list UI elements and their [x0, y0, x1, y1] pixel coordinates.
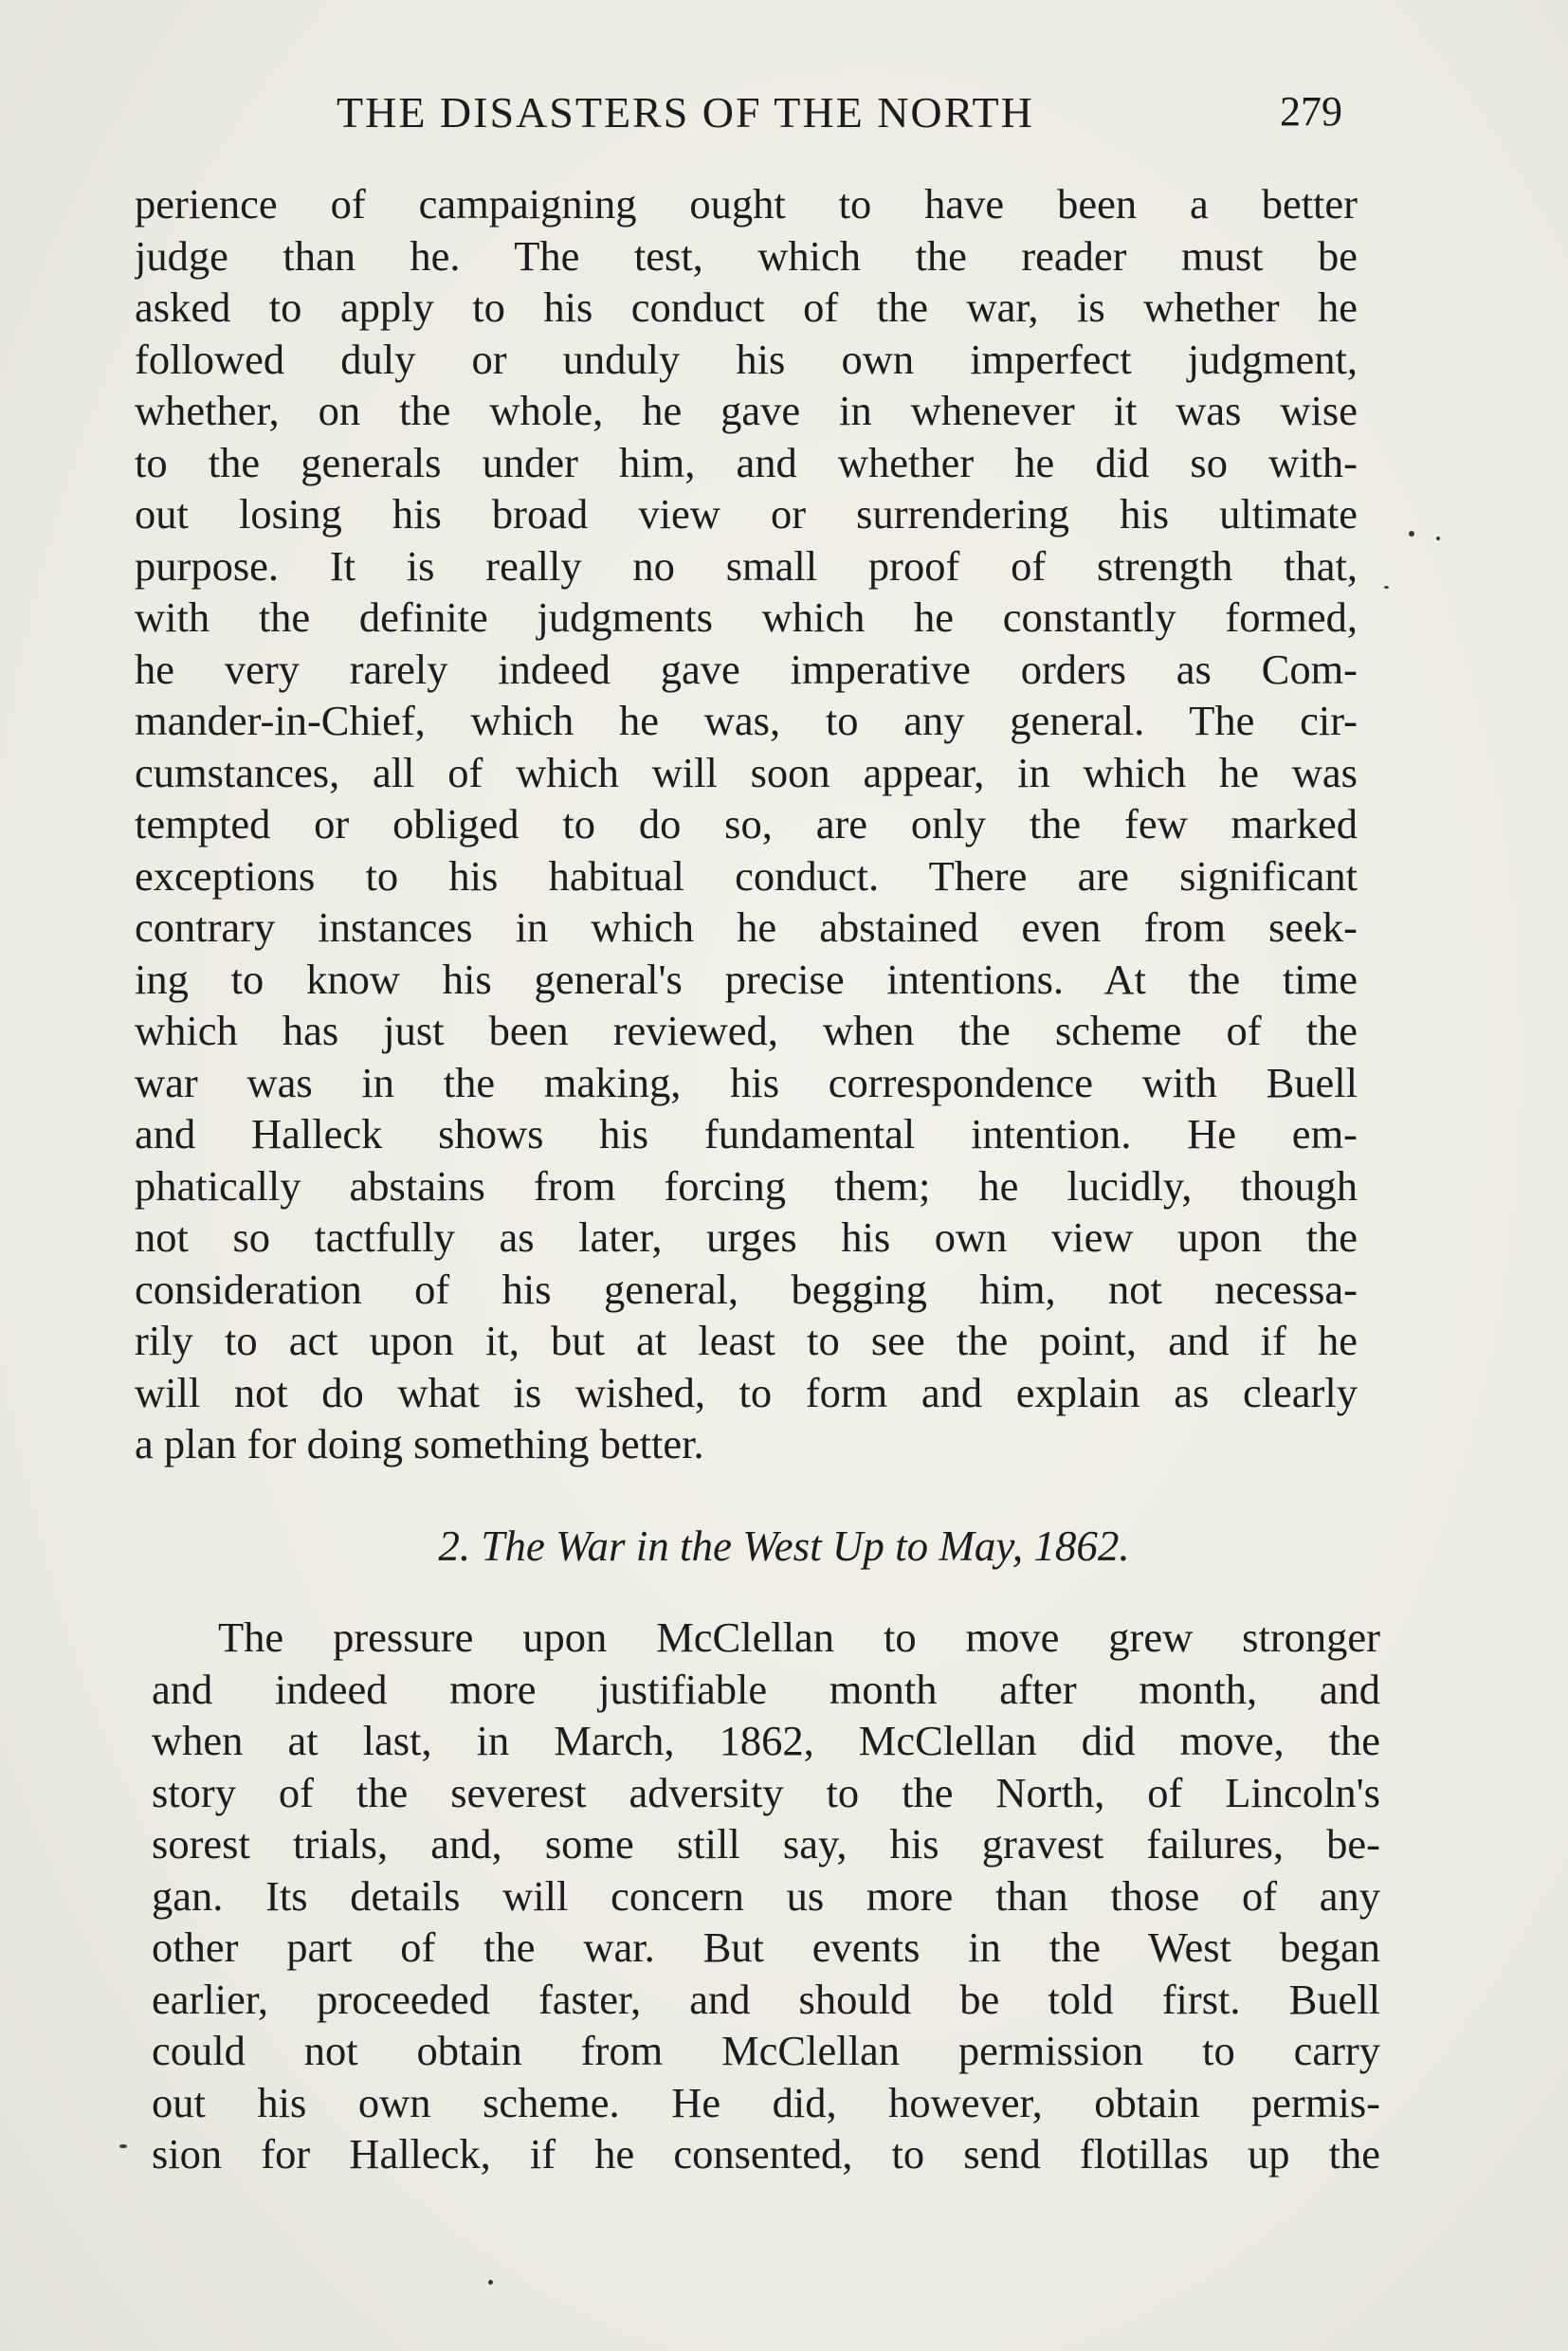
text-line: and Halleck shows his fundamental intention. He em-: [135, 1110, 1358, 1157]
text-line: consideration of his general, begging him, not necessa-: [135, 1265, 1358, 1313]
text-line: cumstances, all of which will soon appear, in which he was: [135, 748, 1358, 796]
text-line: with the definite judgments which he constantly formed,: [135, 593, 1358, 641]
text-line: not so tactfully as later, urges his own view upon the: [135, 1213, 1358, 1261]
text-line: perience of campaigning ought to have been a better: [135, 180, 1358, 228]
text-line: sion for Halleck, if he consented, to send flotillas up the: [152, 2130, 1380, 2178]
text-line: a plan for doing something better.: [135, 1420, 704, 1467]
text-line: to the generals under him, and whether he did so with-: [135, 438, 1358, 486]
text-line: and indeed more justifiable month after month, and: [152, 1665, 1380, 1713]
dust-speck: [488, 2280, 493, 2285]
text-line: other part of the war. But events in the West began: [152, 1923, 1380, 1971]
text-line: gan. Its details will concern us more than those of any: [152, 1871, 1380, 1920]
text-line: will not do what is wished, to form and explain as clearly: [135, 1368, 1358, 1416]
text-line: followed duly or unduly his own imperfect judgment,: [135, 335, 1358, 383]
text-line: could not obtain from McClellan permission to carry: [152, 2027, 1380, 2074]
section-heading: 2. The War in the West Up to May, 1862.: [438, 1522, 1130, 1570]
text-line: asked to apply to his conduct of the war, is whether he: [135, 283, 1358, 331]
text-line: contrary instances in which he abstained even from seek-: [135, 903, 1358, 951]
text-line: earlier, proceeded faster, and should be told first. Buell: [152, 1975, 1380, 2023]
page-number: 279: [1280, 88, 1342, 135]
dust-speck: [1409, 531, 1414, 537]
text-line: when at last, in March, 1862, McClellan did move, the: [152, 1717, 1380, 1764]
running-head: [133, 87, 1365, 144]
text-line: war was in the making, his correspondence with Buell: [135, 1058, 1358, 1106]
text-line: sorest trials, and, some still say, his gravest failures, be-: [152, 1820, 1380, 1868]
dust-speck: [1384, 586, 1389, 589]
text-line: phatically abstains from forcing them; he lucidly, though: [135, 1161, 1358, 1210]
text-line: tempted or obliged to do so, are only the few marked: [135, 800, 1358, 847]
text-line: story of the severest adversity to the North, of Lincoln's: [152, 1768, 1380, 1816]
text-line: mander-in-Chief, which he was, to any general. The cir-: [135, 697, 1358, 744]
running-title: THE DISASTERS OF THE NORTH: [337, 88, 1034, 137]
text-line: The pressure upon McClellan to move grew stronger: [218, 1613, 1380, 1661]
text-line: exceptions to his habitual conduct. There are significant: [135, 851, 1358, 900]
text-line: judge than he. The test, which the reader must be: [135, 231, 1358, 280]
text-line: out his own scheme. He did, however, obtain permis-: [152, 2078, 1380, 2126]
text-line: purpose. It is really no small proof of strength that,: [135, 541, 1358, 590]
body-paragraph: [152, 1612, 1380, 2180]
text-line: rily to act upon it, but at least to see the point, and if he: [135, 1317, 1358, 1364]
text-line: he very rarely indeed gave imperative orders as Com-: [135, 645, 1358, 693]
text-line: which has just been reviewed, when the scheme of the: [135, 1007, 1358, 1054]
text-line: whether, on the whole, he gave in whenever it was wise: [135, 387, 1358, 434]
text-line: ing to know his general's precise intentions. At the time: [135, 955, 1358, 1003]
body-paragraph: [135, 178, 1358, 1470]
text-line: out losing his broad view or surrendering his ultimate: [135, 490, 1358, 538]
dust-speck: [119, 2144, 127, 2148]
dust-speck: [1436, 537, 1440, 540]
